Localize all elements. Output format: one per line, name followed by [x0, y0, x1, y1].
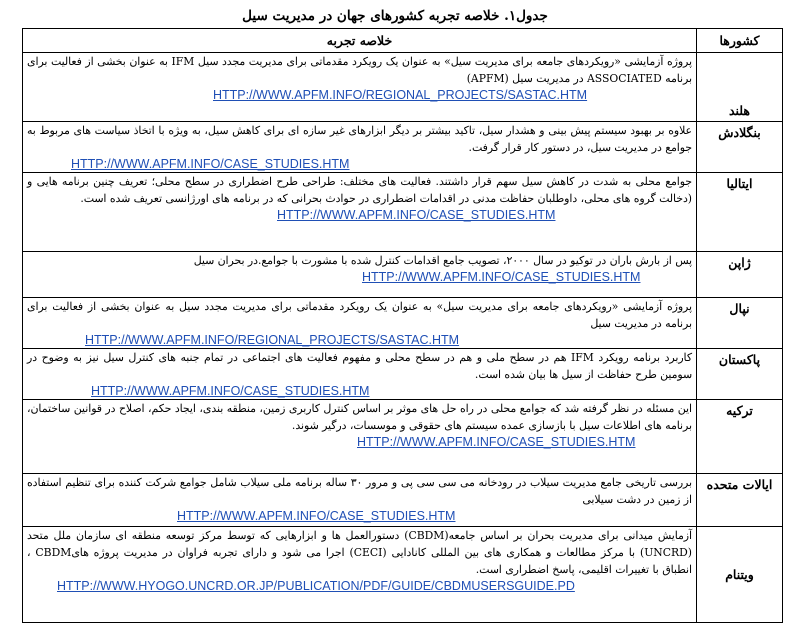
table-row: [23, 173, 783, 252]
country-cell: ایتالیا: [697, 173, 783, 252]
country-cell: پاکستان: [697, 349, 783, 400]
source-link[interactable]: HTTP://WWW.APFM.INFO/CASE_STUDIES.HTM: [91, 384, 370, 398]
summary-text: کاربرد برنامه رویکرد IFM هم در سطح ملی و هم در سطح محلی و مفهوم فعالیت های اجتماعی در تمام جنبه های کنترل سیل نیز به وضوح در سومین طرح حفاظت از سیل ها بیان شده است.: [27, 351, 692, 381]
table-row: [23, 252, 783, 298]
summary-cell: [23, 53, 697, 122]
table-row: [23, 53, 783, 122]
source-link[interactable]: HTTP://WWW.APFM.INFO/CASE_STUDIES.HTM: [357, 435, 636, 449]
header-summary: خلاصه تجربه: [23, 29, 697, 53]
summary-cell: [23, 349, 697, 400]
summary-cell: [23, 122, 697, 173]
table-row: [23, 527, 783, 623]
table-caption: جدول۱. خلاصه تجربه کشورهای جهان در مدیریت سیل: [242, 8, 548, 24]
country-cell: بنگلادش: [697, 122, 783, 173]
source-link[interactable]: HTTP://WWW.APFM.INFO/CASE_STUDIES.HTM: [177, 509, 456, 523]
source-link[interactable]: HTTP://WWW.APFM.INFO/CASE_STUDIES.HTM: [277, 208, 556, 222]
summary-text: این مسئله در نظر گرفته شد که جوامع محلی در راه حل های موثر بر اساس کنترل کاربری زمین، منطقه بندی، ایجاد حکم، اصلاح در قوانین ساختمان، برنامه های اطلاعات سیل با بازسازی عمده سیستم های حقوقی و موسسات، درگیر شوند.: [27, 402, 692, 432]
summary-cell: [23, 298, 697, 349]
experience-table: [22, 28, 783, 623]
summary-text: علاوه بر بهبود سیستم پیش بینی و هشدار سیل، تاکید بیشتر بر دیگر ابزارهای غیر سازه ای برای کاهش سیل، به ویژه با اتخاذ سیاست های مربوط به جوامع در مدیریت سیل، در دستور کار قرار گرفت.: [27, 124, 692, 154]
summary-text: پس از بارش باران در توکیو در سال ۲۰۰۰، تصویب جامع اقدامات کنترل شده با مشورت با جوامع.در بحران سیل: [193, 254, 692, 267]
country-cell: ژاپن: [697, 252, 783, 298]
country-cell: هلند: [697, 53, 783, 122]
source-link[interactable]: HTTP://WWW.APFM.INFO/CASE_STUDIES.HTM: [362, 270, 641, 284]
summary-text: بررسی تاریخی جامع مدیریت سیلاب در رودخانه می سی سی پی و مرور ۳۰ ساله برنامه ملی سیلاب شامل جوامع شرکت کننده برای تنظیم استفاده از زمین در دشت سیلابی: [27, 476, 692, 506]
summary-text: پروژه آزمایشی «رویکردهای جامعه برای مدیریت سیل» به عنوان یک رویکرد مقدماتی برای مدیریت مجدد سیل به عنوان بخشی از فعالیت برای برنامه در مدیریت سیل: [27, 300, 692, 330]
source-link[interactable]: HTTP://WWW.APFM.INFO/CASE_STUDIES.HTM: [71, 157, 350, 171]
table-row: [23, 400, 783, 474]
summary-cell: [23, 400, 697, 474]
country-cell: نپال: [697, 298, 783, 349]
country-cell: ویتنام: [697, 527, 783, 623]
source-link[interactable]: HTTP://WWW.APFM.INFO/REGIONAL_PROJECTS/SASTAC.HTM: [213, 88, 588, 102]
summary-text: آزمایش میدانی برای مدیریت بحران بر اساس جامعه(CBDM) دستورالعمل ها و ابزارهایی که توسط مرکز توسعه منطقه ای سازمان ملل متحد (UNCRD) با مرکز مطالعات و همکاری های بین المللی کانادایی (CECI) اجرا می شود و دارای تجربه فراوان در مدیریت پروژه هایCBDM ، انطباق با تغییرات اقلیمی، پاسخ اضطراری است.: [27, 529, 692, 576]
header-row: [23, 29, 783, 53]
table-row: [23, 474, 783, 527]
summary-cell: [23, 474, 697, 527]
country-cell: ترکیه: [697, 400, 783, 474]
summary-cell: [23, 173, 697, 252]
country-cell: ایالات متحده: [697, 474, 783, 527]
table-row: [23, 298, 783, 349]
source-link[interactable]: HTTP://WWW.APFM.INFO/REGIONAL_PROJECTS/SASTAC.HTM: [85, 333, 460, 347]
summary-text: پروژه آزمایشی «رویکردهای جامعه برای مدیریت سیل» به عنوان یک رویکرد مقدماتی برای مدیریت مجدد سیل IFM به عنوان بخشی از فعالیت برای برنامه ASSOCIATED در مدیریت سیل (APFM): [27, 55, 693, 85]
header-countries: کشورها: [697, 29, 783, 53]
source-link[interactable]: HTTP://WWW.HYOGO.UNCRD.OR.JP/PUBLICATION/PDF/GUIDE/CBDMUSERSGUIDE.PD: [57, 579, 575, 593]
summary-cell: [23, 252, 697, 298]
table-row: [23, 349, 783, 400]
summary-cell: [23, 527, 697, 623]
table-row: [23, 122, 783, 173]
summary-text: جوامع محلی به شدت در کاهش سیل سهم قرار داشتند. فعالیت های مختلف: طراحی طرح اضطراری در سطح محلی؛ تعریف چنین برنامه هایی و (دخالت گروه های محلی، داوطلبان حفاظت مدنی در اقدامات اضطراری در حوادث بحرانی که در برنامه های اورژانسی تعریف شده است.: [27, 175, 692, 205]
